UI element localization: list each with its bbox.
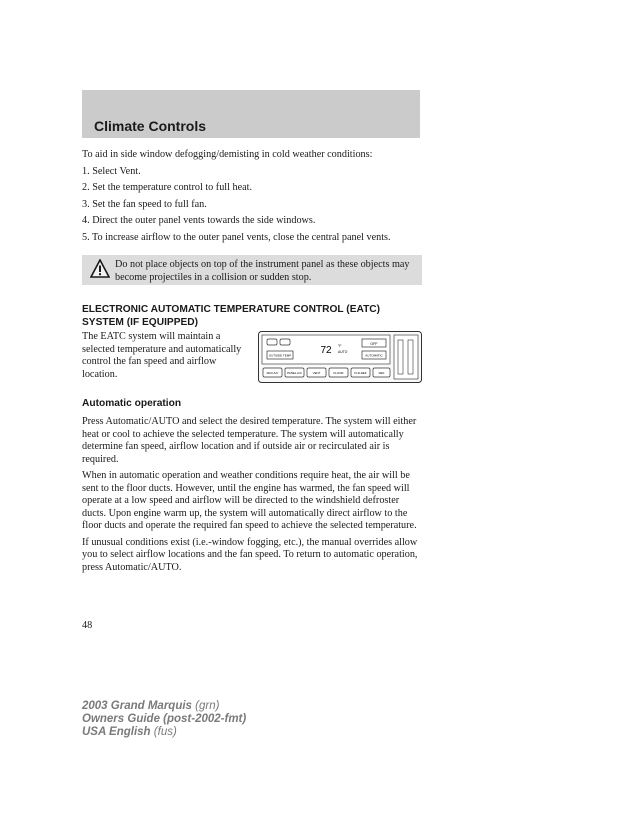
warning-triangle-icon: [90, 259, 110, 279]
footer-model-code: (grn): [195, 700, 220, 712]
panel-display-unit: °F: [338, 344, 342, 348]
footer-language: USA English: [82, 726, 151, 738]
warning-text: Do not place objects on top of the instrument panel as these objects may become projectiles in a collision or sudden stop.: [115, 259, 410, 283]
panel-automatic-label: AUTOMATIC: [365, 353, 383, 358]
step-3: 3. Set the fan speed to full fan.: [82, 198, 207, 210]
eatc-control-panel: [258, 331, 422, 383]
footer: [82, 700, 246, 739]
step-4: 4. Direct the outer panel vents towards the side windows.: [82, 215, 316, 226]
auto-paragraph-1: Press Automatic/AUTO and select the desired temperature. The system will either heat or cool to achieve the selected temperature. The system will automatically determine fan speed, airflow location and if outside air or recirculated air is required.: [82, 416, 417, 465]
defog-section: [82, 149, 422, 244]
footer-language-code: (fus): [153, 726, 177, 738]
footer-line-3: [82, 726, 246, 739]
panel-up-button[interactable]: [267, 339, 277, 345]
footer-model: 2003 Grand Marquis: [82, 700, 192, 712]
footer-line-1: [82, 700, 246, 713]
panel-vent-label: VENT: [312, 371, 321, 375]
intro-text: To aid in side window defogging/demisting in cold weather conditions:: [82, 149, 373, 160]
panel-max-ac-label: MAX A/C: [266, 371, 279, 375]
panel-panel-ac-label: PANEL A/C: [287, 371, 302, 375]
page-number: 48: [82, 620, 93, 631]
panel-temp-slider[interactable]: [408, 340, 413, 374]
header-band: [82, 90, 420, 138]
panel-display-mode: AUTO: [338, 350, 348, 354]
auto-paragraph-2: When in automatic operation and weather conditions require heat, the air will be sent to the floor ducts. However, until the engine has warmed, the fan speed will operate at a low speed and airflow will be directed to the windshield defroster ducts. Upon engine warm up, the system will automatically direct airflow to the floor ducts and operate the required fan speed to achieve the selected temperature.: [82, 470, 417, 531]
page-title: Climate Controls: [94, 118, 207, 134]
panel-flr-def-label: FLR-DEF: [354, 371, 367, 375]
auto-paragraph-3: If unusual conditions exist (i.e.-window fogging, etc.), the manual overrides allow you to select airflow locations and the fan speed. To return to automatic operation, press Automatic/AUTO.: [82, 536, 418, 573]
panel-floor-label: FLOOR: [333, 371, 344, 375]
panel-def-label: DEF: [378, 371, 385, 375]
panel-fan-slider[interactable]: [398, 340, 403, 374]
auto-heading: Automatic operation: [82, 398, 182, 409]
panel-display-temp: 72: [320, 345, 332, 356]
eatc-body: The EATC system will maintain a selected temperature and automatically control the fan speed and airflow location.: [82, 331, 242, 380]
step-2: 2. Set the temperature control to full heat.: [82, 182, 253, 193]
footer-line-2: Owners Guide (post-2002-fmt): [82, 713, 247, 725]
panel-off-label: OFF: [370, 342, 378, 346]
panel-down-button[interactable]: [280, 339, 290, 345]
step-1: 1. Select Vent.: [82, 165, 141, 177]
warning-box: [82, 255, 422, 285]
eatc-heading: ELECTRONIC AUTOMATIC TEMPERATURE CONTROL (EATC) SYSTEM (IF EQUIPPED): [82, 304, 381, 328]
auto-section: [82, 416, 422, 574]
panel-outside-temp-label: OUTSIDE TEMP: [268, 353, 292, 358]
step-5: 5. To increase airflow to the outer panel vents, close the central panel vents.: [82, 231, 391, 243]
